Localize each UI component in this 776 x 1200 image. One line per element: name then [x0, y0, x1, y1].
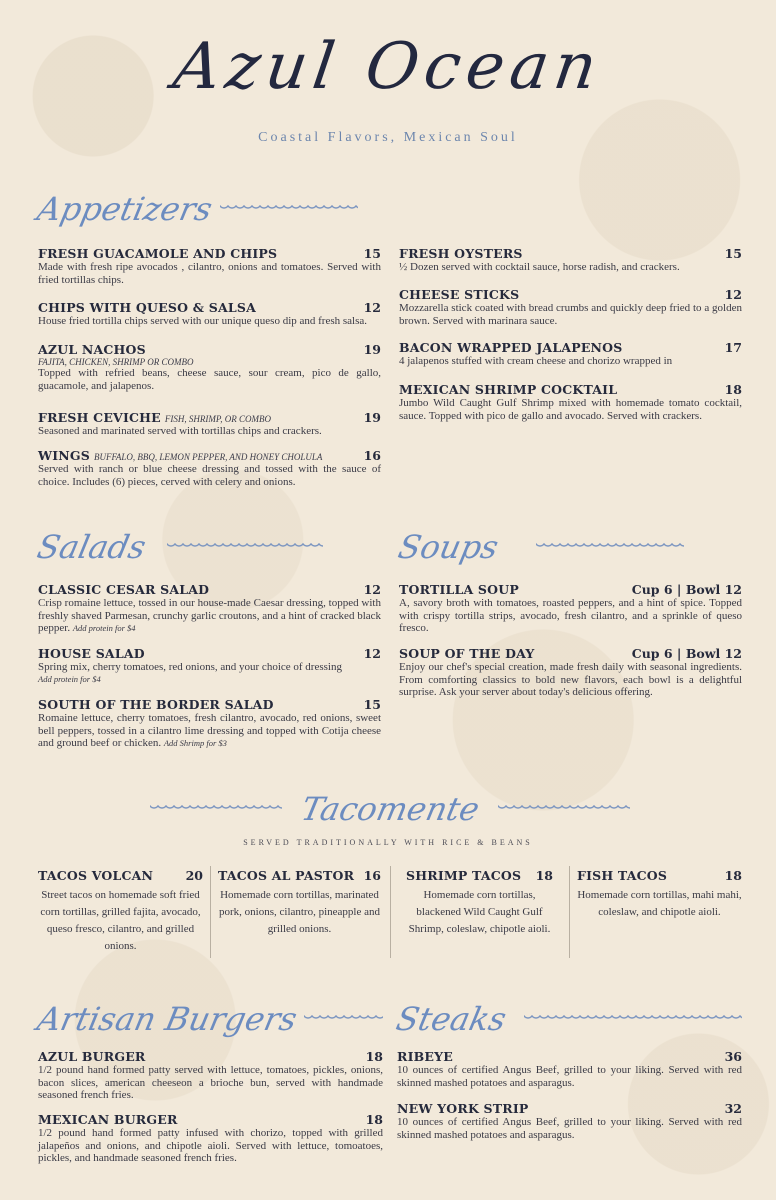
- item-price: 18: [535, 868, 553, 883]
- item-description: Seasoned and marinated served with tortillas chips and crackers.: [38, 425, 322, 437]
- salads-title: Salads: [33, 528, 150, 566]
- restaurant-logo-title: Azul Ocean: [169, 30, 607, 104]
- menu-item-tacos-al-pastor: [218, 868, 381, 938]
- menu-item-wings: [38, 448, 381, 488]
- item-description: 4 jalapenos stuffed with cream cheese and chorizo wrapped in: [399, 355, 673, 367]
- item-price: Cup 6 | Bowl 12: [631, 646, 742, 661]
- item-options: BUFFALO, BBQ, LEMON PEPPER, AND HONEY CHOLULA: [94, 452, 323, 462]
- item-price: 36: [724, 1049, 742, 1064]
- item-name: MEXICAN SHRIMP COCKTAIL: [399, 382, 618, 397]
- item-price: 12: [363, 646, 381, 661]
- item-price: 16: [363, 448, 381, 463]
- item-options: FAJITA, CHICKEN, SHRIMP OR COMBO: [38, 357, 194, 367]
- item-price: 19: [363, 342, 381, 357]
- item-name: MEXICAN BURGER: [38, 1112, 178, 1127]
- item-name: CLASSIC CESAR SALAD: [38, 582, 210, 597]
- item-description: ½ Dozen served with cocktail sauce, horse radish, and crackers.: [399, 261, 680, 273]
- item-name: FRESH GUACAMOLE AND CHIPS: [38, 246, 278, 261]
- item-description: House fried tortilla chips served with our unique queso dip and fresh salsa.: [38, 315, 368, 327]
- menu-item-shrimp-tacos: [406, 868, 553, 938]
- item-description: Romaine lettuce, cherry tomatoes, fresh cilantro, avocado, red onions, sweet bell peppers, tossed in a cilantro lime dressing and topped with Cotija cheese and ground beef or chicken.: [38, 712, 381, 749]
- item-name: SOUP OF THE DAY: [399, 646, 535, 661]
- item-options: FISH, SHRIMP, OR COMBO: [164, 414, 271, 424]
- item-name: NEW YORK STRIP: [397, 1101, 529, 1116]
- wave-divider: [524, 1015, 742, 1023]
- menu-item-cheese-sticks: [399, 287, 742, 327]
- item-name: BACON WRAPPED JALAPENOS: [399, 340, 623, 355]
- item-price: 19: [363, 410, 381, 425]
- item-price: 15: [363, 697, 381, 712]
- item-price: 15: [724, 246, 742, 261]
- menu-item-ribeye: [397, 1049, 742, 1089]
- soups-heading: [394, 528, 684, 566]
- menu-item-house-salad: [38, 646, 381, 684]
- column-divider: [210, 866, 211, 958]
- salads-heading: [33, 528, 323, 566]
- burgers-heading: [33, 1000, 383, 1038]
- menu-item-classic-cesar: [38, 582, 381, 635]
- item-name: SHRIMP TACOS: [406, 868, 522, 883]
- tacos-heading: [150, 790, 630, 828]
- item-description: 1/2 pound hand formed patty served with lettuce, tomatoes, pickles, onions, bacon slices, american cheeseon a brioche bun, served with handmade seasoned french fries.: [38, 1064, 383, 1101]
- item-name: TORTILLA SOUP: [399, 582, 519, 597]
- item-name: CHEESE STICKS: [399, 287, 520, 302]
- menu-item-azul-nachos: [38, 342, 381, 392]
- menu-item-bacon-jalapenos: [399, 340, 742, 368]
- item-price: 15: [363, 246, 381, 261]
- item-description: Homemade corn tortillas, blackened Wild Caught Gulf Shrimp, coleslaw, chipotle aioli.: [408, 889, 551, 935]
- item-name: TACOS AL PASTOR: [218, 868, 355, 883]
- item-price: 12: [724, 287, 742, 302]
- item-name: HOUSE SALAD: [38, 646, 145, 661]
- tagline: Coastal Flavors, Mexican Soul: [258, 130, 518, 145]
- steaks-title: Steaks: [392, 1000, 510, 1038]
- menu-item-fresh-guacamole: [38, 246, 381, 286]
- item-description: 10 ounces of certified Angus Beef, grilled to your liking. Served with red skinned mashed potatoes and asparagus.: [397, 1116, 742, 1141]
- menu-item-south-border-salad: [38, 697, 381, 750]
- tacos-subtitle: SERVED TRADITIONALLY WITH RICE & BEANS: [243, 838, 533, 847]
- item-price: 16: [363, 868, 381, 883]
- item-description: Crisp romaine lettuce, tossed in our house-made Caesar dressing, topped with freshly shaved Parmesan, crunchy garlic croutons, and a hint of cracked black pepper.: [38, 597, 382, 634]
- menu-item-azul-burger: [38, 1049, 383, 1102]
- item-price: 18: [365, 1112, 383, 1127]
- item-price: 18: [365, 1049, 383, 1064]
- menu-item-mexican-burger: [38, 1112, 383, 1165]
- item-price: 32: [724, 1101, 742, 1116]
- item-price: 20: [185, 868, 203, 883]
- item-description: Mozzarella stick coated with bread crumbs and quickly deep fried to a golden brown. Served with marinara sauce.: [399, 302, 742, 327]
- item-description: 10 ounces of certified Angus Beef, grilled to your liking. Served with red skinned mashed potatoes and asparagus.: [397, 1064, 742, 1089]
- item-note: Add Shrimp for $3: [163, 738, 227, 748]
- menu-item-tacos-volcan: [38, 868, 203, 955]
- item-name: FRESH OYSTERS: [399, 246, 523, 261]
- item-name: AZUL BURGER: [38, 1049, 146, 1064]
- column-divider: [569, 866, 570, 958]
- menu-item-soup-of-day: [399, 646, 742, 699]
- item-description: Enjoy our chef's special creation, made fresh daily with seasonal ingredients. From comforting classics to bold new flavors, each bowl is a delightful surprise. Ask your server about today's delicious offering.: [399, 661, 742, 698]
- item-description: Jumbo Wild Caught Gulf Shrimp mixed with homemade tomato cocktail, sauce. Topped with pico de gallo and avocado. Served with crackers.: [399, 397, 742, 422]
- item-description: Served with ranch or blue cheese dressing and tossed with the sauce of choice. Includes (6) pieces, cerved with celery and onions.: [38, 463, 381, 488]
- item-name: FISH TACOS: [577, 868, 668, 883]
- menu-item-new-york-strip: [397, 1101, 742, 1141]
- wave-divider: [536, 543, 684, 551]
- item-description: Made with fresh ripe avocados , cilantro, onions and tomatoes. Served with fried tortillas chips.: [38, 261, 381, 286]
- item-name: TACOS VOLCAN: [38, 868, 154, 883]
- item-name: SOUTH OF THE BORDER SALAD: [38, 697, 274, 712]
- column-divider: [390, 866, 391, 958]
- wave-divider: [304, 1015, 383, 1023]
- tacos-title: Tacomente: [297, 790, 483, 828]
- menu-item-fresh-ceviche: [38, 410, 381, 438]
- steaks-heading: [392, 1000, 742, 1038]
- item-description: Spring mix, cherry tomatoes, red onions, and your choice of dressing: [38, 661, 342, 673]
- item-price: 18: [724, 868, 742, 883]
- menu-item-shrimp-cocktail: [399, 382, 742, 422]
- item-note: Add protein for $4: [38, 673, 101, 684]
- appetizers-title: Appetizers: [33, 190, 216, 228]
- wave-divider: [167, 543, 323, 551]
- wave-divider: [498, 805, 630, 813]
- menu-item-chips-queso: [38, 300, 381, 328]
- item-description: Street tacos on homemade soft fried corn tortillas, grilled fajita, avocado, queso fresco, cilantro, and grilled onions.: [40, 889, 201, 952]
- menu-item-tortilla-soup: [399, 582, 742, 635]
- item-price: 12: [363, 582, 381, 597]
- item-price: 17: [724, 340, 742, 355]
- item-note: Add protein for $4: [72, 623, 136, 633]
- item-name: RIBEYE: [397, 1049, 453, 1064]
- menu-item-fish-tacos: [577, 868, 742, 921]
- item-name: AZUL NACHOS: [38, 342, 146, 357]
- item-description: Homemade corn tortillas, marinated pork, onions, cilantro, pineapple and grilled onions.: [219, 889, 380, 935]
- wave-divider: [150, 805, 282, 813]
- menu-item-fresh-oysters: [399, 246, 742, 274]
- wave-divider: [220, 205, 358, 213]
- item-description: Topped with refried beans, cheese sauce, sour cream, pico de gallo, guacamole, and jalapenos.: [38, 367, 381, 392]
- item-description: Homemade corn tortillas, mahi mahi, coleslaw, and chipotle aioli.: [577, 889, 742, 918]
- item-description: 1/2 pound hand formed patty infused with chorizo, topped with grilled jalapeños and onions, and chipotle aioli. Served with lettuce, tomoatoes, pickles, and handmade seasoned french fries.: [38, 1127, 383, 1164]
- item-name: WINGS: [38, 448, 91, 463]
- item-name: CHIPS WITH QUESO & SALSA: [38, 300, 256, 315]
- burgers-title: Artisan Burgers: [33, 1000, 301, 1038]
- item-name: FRESH CEVICHE: [38, 410, 161, 425]
- item-description: A, savory broth with tomatoes, roasted peppers, and a hint of spice. Topped with crispy tortilla strips, avocado, fresh cilantro, and a sprinkle of queso fresco.: [399, 597, 742, 634]
- item-price: 12: [363, 300, 381, 315]
- appetizers-heading: [33, 190, 358, 228]
- soups-title: Soups: [394, 528, 502, 566]
- item-price: Cup 6 | Bowl 12: [631, 582, 742, 597]
- item-price: 18: [724, 382, 742, 397]
